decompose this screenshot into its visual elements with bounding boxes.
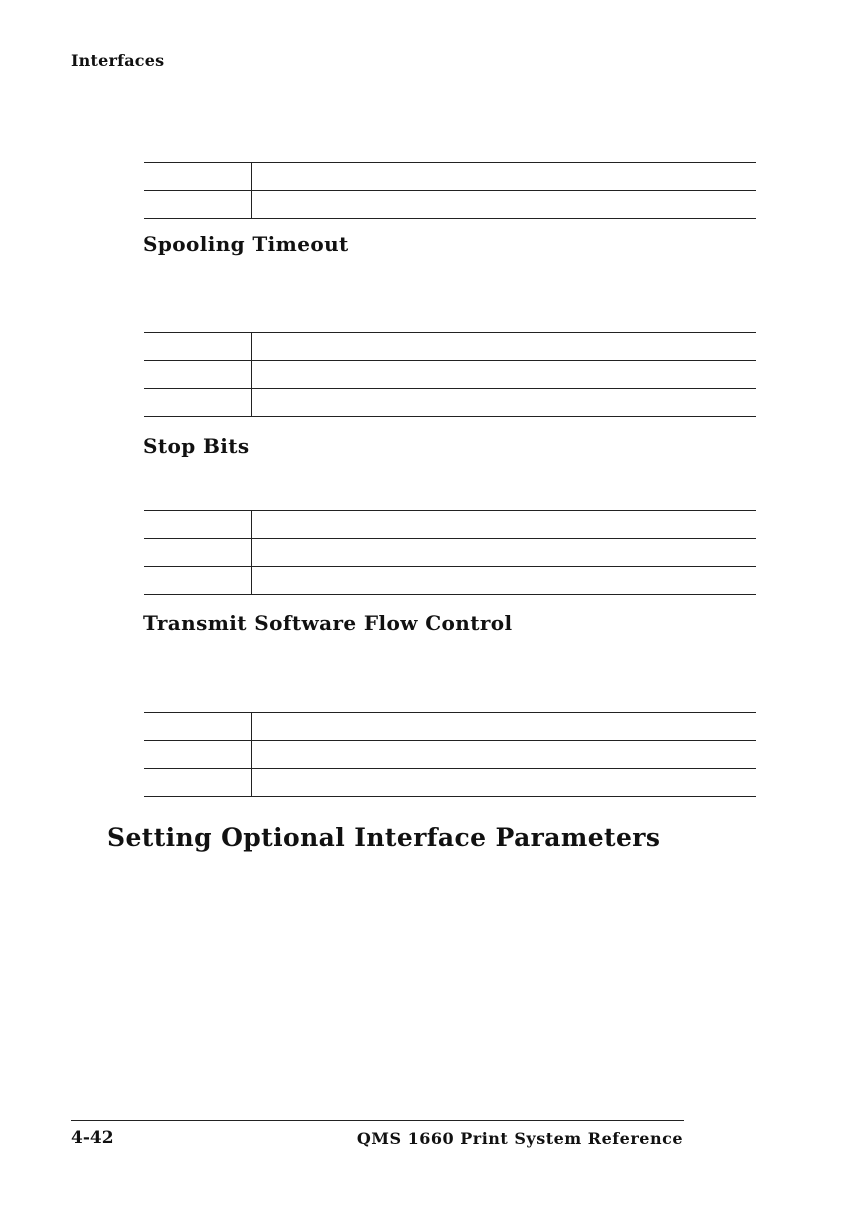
table-row (144, 567, 756, 595)
section-heading-spooling-timeout: Spooling Timeout (143, 232, 349, 256)
table-row (144, 163, 756, 191)
table-cell-value (252, 361, 756, 388)
table-cell-value (252, 191, 756, 218)
table-cell-value (252, 389, 756, 416)
section-heading-transmit-software-flow-control: Transmit Software Flow Control (143, 611, 513, 635)
table-row (144, 333, 756, 361)
table-row (144, 511, 756, 539)
page-number: 4-42 (71, 1128, 114, 1148)
table-cell-label (144, 163, 252, 190)
footer-divider (71, 1120, 684, 1121)
table-row (144, 769, 756, 797)
table-row (144, 713, 756, 741)
parameter-table (144, 510, 756, 595)
table-cell-value (252, 539, 756, 566)
table-cell-value (252, 333, 756, 360)
table-cell-label (144, 333, 252, 360)
table-cell-label (144, 389, 252, 416)
parameter-table (144, 162, 756, 219)
table-row (144, 361, 756, 389)
table-cell-value (252, 713, 756, 740)
table-cell-label (144, 713, 252, 740)
table-cell-label (144, 191, 252, 218)
table-cell-value (252, 769, 756, 796)
table-row (144, 539, 756, 567)
parameter-table (144, 332, 756, 417)
running-header: Interfaces (71, 51, 165, 70)
table-cell-value (252, 163, 756, 190)
table-cell-label (144, 539, 252, 566)
section-heading-stop-bits: Stop Bits (143, 434, 250, 458)
table-row (144, 741, 756, 769)
table-cell-label (144, 567, 252, 594)
table-cell-label (144, 511, 252, 538)
table-cell-label (144, 769, 252, 796)
book-title: QMS 1660 Print System Reference (356, 1129, 683, 1148)
table-cell-value (252, 511, 756, 538)
section-heading-setting-optional-interface-parameters: Setting Optional Interface Parameters (107, 823, 661, 852)
table-row (144, 191, 756, 219)
table-cell-label (144, 361, 252, 388)
table-cell-value (252, 741, 756, 768)
parameter-table (144, 712, 756, 797)
table-cell-label (144, 741, 252, 768)
table-cell-value (252, 567, 756, 594)
table-row (144, 389, 756, 417)
